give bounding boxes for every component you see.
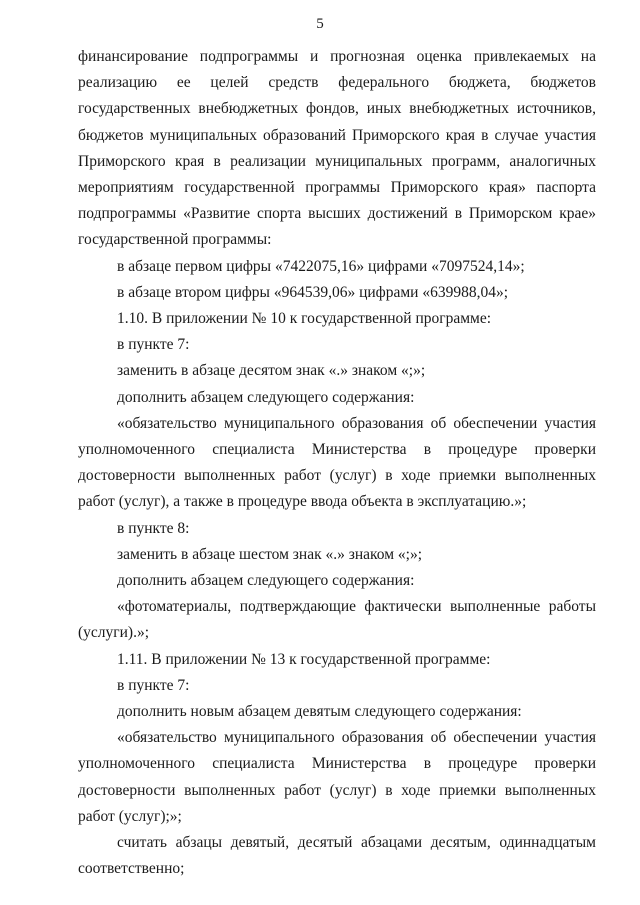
paragraph: заменить в абзаце десятом знак «.» знаком «;»; <box>117 362 426 380</box>
paragraph: дополнить абзацем следующего содержания: <box>117 388 415 406</box>
paragraph: «фотоматериалы, подтверждающие фактически выполненные работы (услуги).»; <box>78 598 596 642</box>
paragraph: финансирование подпрограммы и прогнозная оценка привлекаемых на реализацию ее целей средств федерального бюджета, бюджетов государственных внебюджетных фондов, иных внебюджетных источников, бюджетов муниципальных образований Приморского края в случае участия Приморского края в реализации муниципальных программ, аналогичных мероприятиям государственной программы Приморского края» паспорта подпрограммы «Развитие спорта высших достижений в Приморском крае» государственной программы: <box>78 48 596 249</box>
paragraph: в пункте 7: <box>117 336 190 354</box>
paragraph: дополнить новым абзацем девятым следующего содержания: <box>117 703 522 721</box>
paragraph: 1.10. В приложении № 10 к государственной программе: <box>117 310 492 328</box>
paragraph: в пункте 7: <box>117 676 190 694</box>
paragraph: 1.11. В приложении № 13 к государственной программе: <box>117 650 491 668</box>
paragraph: дополнить абзацем следующего содержания: <box>117 572 415 590</box>
paragraph: «обязательство муниципального образования об обеспечении участия уполномоченного специалиста Министерства в процедуре проверки достоверности выполненных работ (услуг) в ходе приемки выполненных работ (услуг), а также в процедуре ввода объекта в эксплуатацию.»; <box>78 414 596 511</box>
paragraph: «обязательство муниципального образования об обеспечении участия уполномоченного специалиста Министерства в процедуре проверки достоверности выполненных работ (услуг) в ходе приемки выполненных работ (услуг);»; <box>78 729 596 825</box>
paragraph: считать абзацы девятый, десятый абзацами десятым, одиннадцатым соответственно; <box>78 834 596 878</box>
paragraph: заменить в абзаце шестом знак «.» знаком «;»; <box>117 545 423 563</box>
paragraph: в абзаце втором цифры «964539,06» цифрами «639988,04»; <box>117 283 508 301</box>
document-body <box>78 44 596 883</box>
paragraph: в абзаце первом цифры «7422075,16» цифрами «7097524,14»; <box>117 257 525 275</box>
paragraph: в пункте 8: <box>117 519 190 537</box>
page-number: 5 <box>316 16 324 32</box>
